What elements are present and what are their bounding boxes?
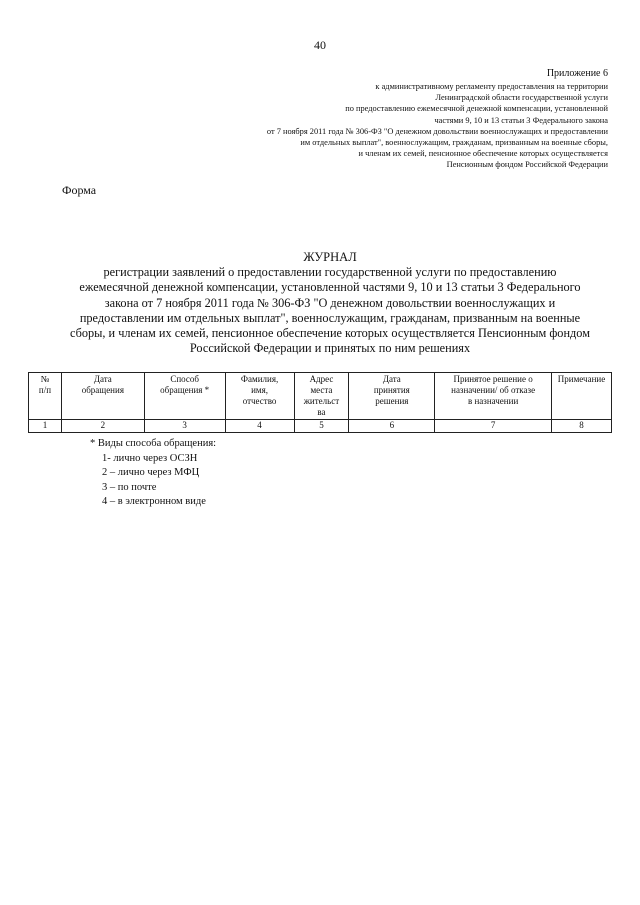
column-number-cell: 8 — [551, 420, 611, 433]
journal-title: ЖУРНАЛ — [303, 250, 357, 264]
list-item: 3 – по почте — [102, 481, 157, 493]
footnote — [90, 437, 216, 510]
header-cell-note: Примечание — [551, 373, 611, 420]
table-row — [29, 420, 612, 433]
column-number-cell: 6 — [349, 420, 435, 433]
appendix-line: Ленинградской области государственной услуги — [435, 93, 608, 103]
appendix-line: Пенсионным фондом Российской Федерации — [446, 160, 608, 170]
list-item: 1- лично через ОСЗН — [102, 452, 198, 464]
appendix-line: им отдельных выплат", военнослужащим, гражданам, призванным на военные сборы, — [300, 138, 608, 148]
header-cell-date: Дата обращения — [61, 373, 144, 420]
appendix-line: к административному регламенту предоставления на территории — [375, 82, 608, 91]
journal-line: сборы, и членам их семей, пенсионное обеспечение которых осуществляется Пенсионным фондом — [69, 326, 590, 341]
header-cell-decision: Принятое решение о назначении/ об отказе в назначении — [435, 373, 552, 420]
register-table — [28, 372, 612, 433]
table-header-row — [29, 373, 612, 420]
header-cell-decision-date: Дата принятия решения — [349, 373, 435, 420]
journal-line: предоставлении им отдельных выплат", военнослужащим, гражданам, призванным на военные — [79, 310, 581, 325]
appendix-header — [168, 67, 608, 171]
journal-line: ежемесячной денежной компенсации, установленной частями 9, 10 и 13 статьи 3 Федерального — [79, 280, 581, 295]
column-number-cell: 1 — [29, 420, 62, 433]
column-number-cell: 3 — [144, 420, 225, 433]
header-cell-address: Адрес места жительст ва — [294, 373, 349, 420]
page-number: 40 — [314, 38, 326, 52]
list-item: 2 – лично через МФЦ — [102, 467, 200, 478]
journal-line: закона от 7 ноября 2011 года № 306-ФЗ "О денежном довольствии военнослужащих и — [104, 295, 556, 310]
journal-line: Российской Федерации и принятых по ним решениях — [189, 341, 471, 356]
footnote-title: * Виды способа обращения: — [90, 438, 217, 449]
journal-line: регистрации заявлений о предоставлении государственной услуги по предоставлению — [103, 265, 557, 280]
appendix-title: Приложение 6 — [546, 68, 608, 79]
appendix-line: от 7 ноября 2011 года № 306-ФЗ "О денежном довольствии военнослужащих и предоставлении — [266, 126, 608, 136]
column-number-cell: 2 — [61, 420, 144, 433]
column-number-cell: 7 — [435, 420, 552, 433]
header-cell-method: Способ обращения * — [144, 373, 225, 420]
appendix-line: по предоставлению ежемесячной денежной компенсации, установленной — [345, 104, 608, 114]
column-number-cell: 4 — [225, 420, 294, 433]
journal-heading — [40, 250, 620, 356]
list-item: 4 – в электронном виде — [102, 496, 206, 507]
header-cell-number: № п/п — [29, 373, 62, 420]
form-label: Форма — [62, 183, 97, 197]
appendix-line: частями 9, 10 и 13 статьи 3 Федерального закона — [434, 115, 608, 125]
header-cell-name: Фамилия, имя, отчество — [225, 373, 294, 420]
column-number-cell: 5 — [294, 420, 349, 433]
appendix-line: и членам их семей, пенсионное обеспечение которых осуществляется — [358, 149, 608, 159]
